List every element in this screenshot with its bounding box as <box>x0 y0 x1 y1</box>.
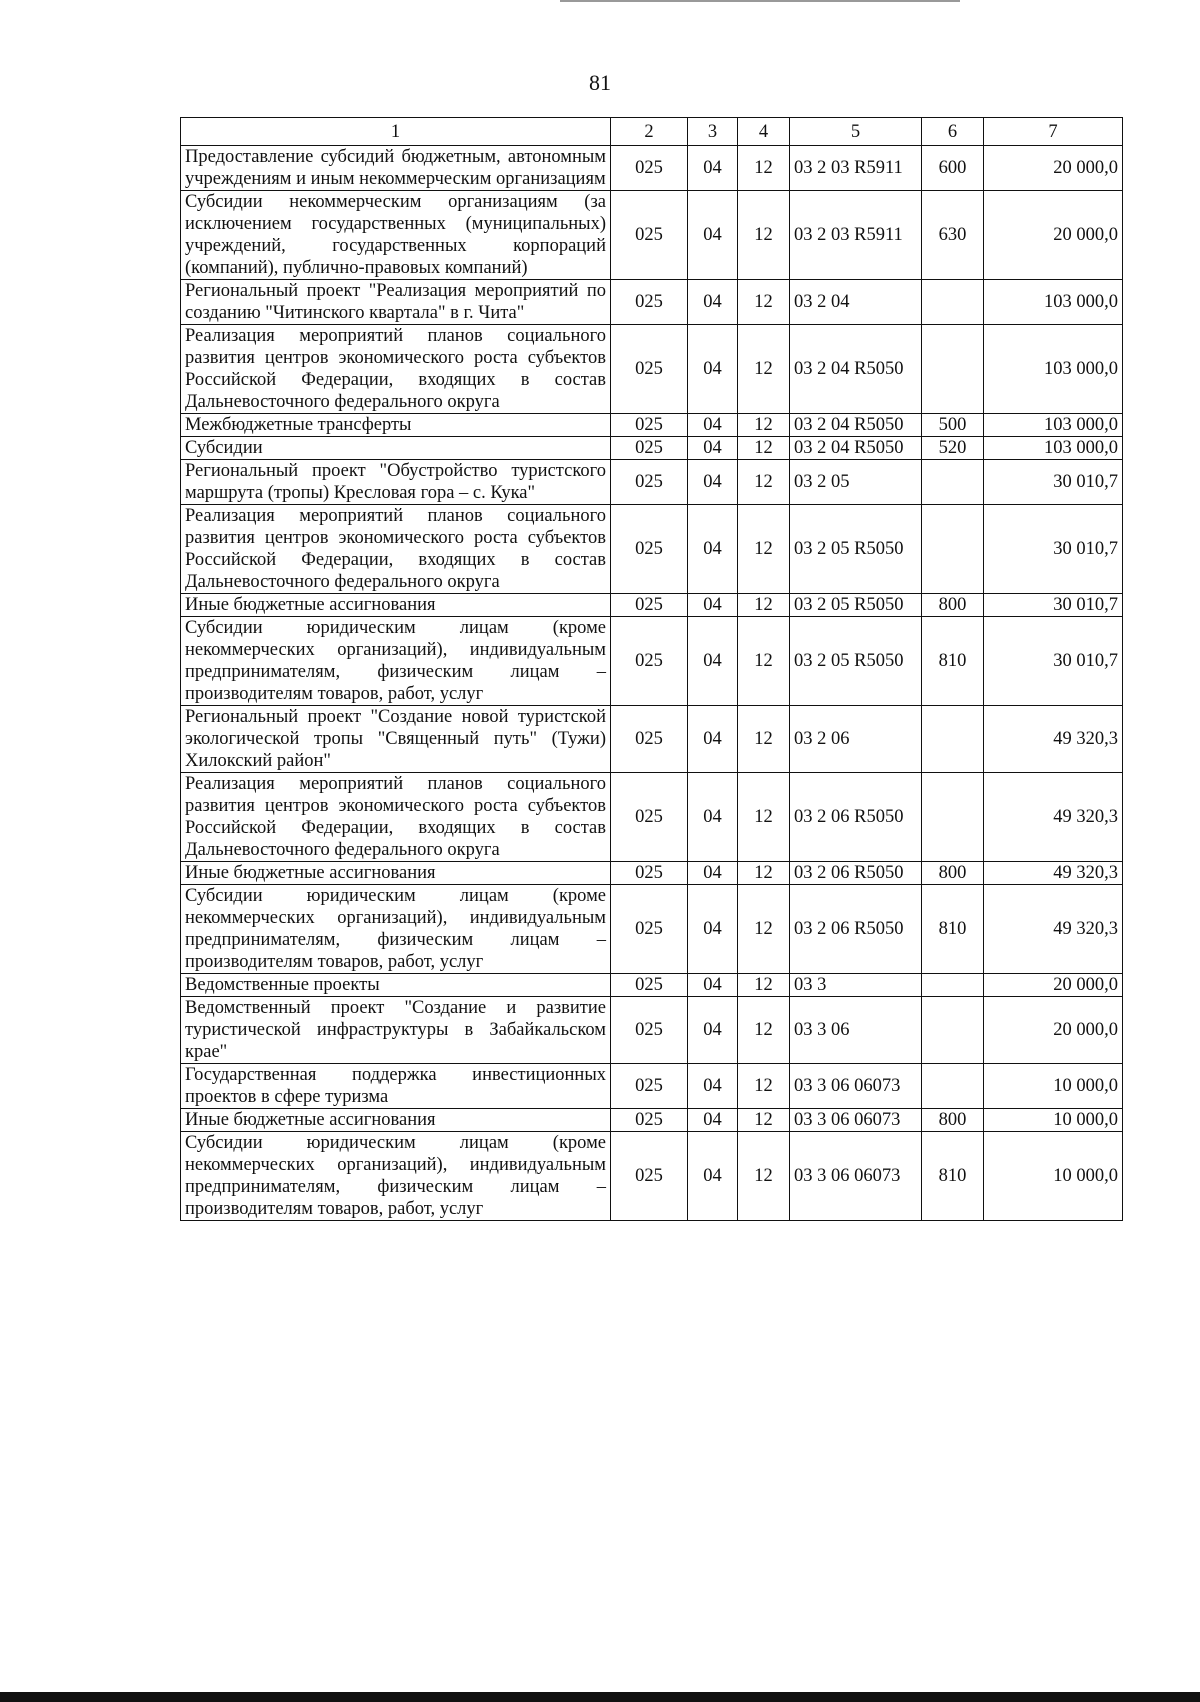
table-row <box>181 706 1123 773</box>
expense-type-cell: 810 <box>922 1132 984 1221</box>
target-article-cell: 03 2 04 <box>790 280 922 325</box>
section-cell: 04 <box>688 437 738 460</box>
target-article-cell: 03 3 <box>790 974 922 997</box>
section-cell: 04 <box>688 617 738 706</box>
target-article-cell: 03 2 05 R5050 <box>790 594 922 617</box>
section-cell: 04 <box>688 191 738 280</box>
expense-type-cell <box>922 460 984 505</box>
target-article-cell: 03 2 04 R5050 <box>790 325 922 414</box>
admin-code-cell: 025 <box>611 505 688 594</box>
row-name-cell: Межбюджетные трансферты <box>181 414 611 437</box>
table-row <box>181 974 1123 997</box>
target-article-cell: 03 2 06 R5050 <box>790 862 922 885</box>
admin-code-cell: 025 <box>611 862 688 885</box>
target-article-cell: 03 2 06 R5050 <box>790 773 922 862</box>
section-cell: 04 <box>688 505 738 594</box>
row-name-cell: Субсидии некоммерческим организациям (за исключением государственных (муниципальных) учреждений, государственных корпораций (компаний), публично-правовых компаний) <box>181 191 611 280</box>
amount-cell: 20 000,0 <box>984 997 1123 1064</box>
expense-type-cell: 500 <box>922 414 984 437</box>
expense-type-cell <box>922 505 984 594</box>
amount-cell: 20 000,0 <box>984 974 1123 997</box>
row-name-cell: Иные бюджетные ассигнования <box>181 862 611 885</box>
amount-cell: 49 320,3 <box>984 862 1123 885</box>
admin-code-cell: 025 <box>611 437 688 460</box>
target-article-cell: 03 2 03 R5911 <box>790 191 922 280</box>
table-row <box>181 1109 1123 1132</box>
expense-type-cell: 810 <box>922 885 984 974</box>
amount-cell: 10 000,0 <box>984 1064 1123 1109</box>
expense-type-cell <box>922 974 984 997</box>
table-row <box>181 280 1123 325</box>
section-cell: 04 <box>688 325 738 414</box>
target-article-cell: 03 2 05 <box>790 460 922 505</box>
scan-artifact-line <box>560 0 960 2</box>
section-cell: 04 <box>688 1064 738 1109</box>
subsection-cell: 12 <box>738 1109 790 1132</box>
column-header: 2 <box>611 118 688 146</box>
admin-code-cell: 025 <box>611 997 688 1064</box>
table-row <box>181 191 1123 280</box>
subsection-cell: 12 <box>738 191 790 280</box>
admin-code-cell: 025 <box>611 1109 688 1132</box>
row-name-cell: Реализация мероприятий планов социального развития центров экономического роста субъектов Российской Федерации, входящих в состав Дальневосточного федерального округа <box>181 773 611 862</box>
admin-code-cell: 025 <box>611 460 688 505</box>
admin-code-cell: 025 <box>611 885 688 974</box>
target-article-cell: 03 3 06 06073 <box>790 1064 922 1109</box>
expense-type-cell <box>922 280 984 325</box>
admin-code-cell: 025 <box>611 1132 688 1221</box>
section-cell: 04 <box>688 862 738 885</box>
subsection-cell: 12 <box>738 505 790 594</box>
table-row <box>181 997 1123 1064</box>
subsection-cell: 12 <box>738 617 790 706</box>
row-name-cell: Ведомственные проекты <box>181 974 611 997</box>
amount-cell: 103 000,0 <box>984 325 1123 414</box>
amount-cell: 30 010,7 <box>984 617 1123 706</box>
amount-cell: 10 000,0 <box>984 1132 1123 1221</box>
target-article-cell: 03 2 04 R5050 <box>790 414 922 437</box>
row-name-cell: Ведомственный проект "Создание и развитие туристической инфраструктуры в Забайкальском крае" <box>181 997 611 1064</box>
amount-cell: 10 000,0 <box>984 1109 1123 1132</box>
row-name-cell: Субсидии юридическим лицам (кроме некоммерческих организаций), индивидуальным предпринимателям, физическим лицам – производителям товаров, работ, услуг <box>181 1132 611 1221</box>
row-name-cell: Государственная поддержка инвестиционных проектов в сфере туризма <box>181 1064 611 1109</box>
target-article-cell: 03 3 06 06073 <box>790 1132 922 1221</box>
admin-code-cell: 025 <box>611 773 688 862</box>
section-cell: 04 <box>688 997 738 1064</box>
column-header: 1 <box>181 118 611 146</box>
subsection-cell: 12 <box>738 280 790 325</box>
amount-cell: 30 010,7 <box>984 460 1123 505</box>
subsection-cell: 12 <box>738 414 790 437</box>
expense-type-cell: 810 <box>922 617 984 706</box>
target-article-cell: 03 2 05 R5050 <box>790 617 922 706</box>
table-row <box>181 773 1123 862</box>
subsection-cell: 12 <box>738 885 790 974</box>
subsection-cell: 12 <box>738 997 790 1064</box>
row-name-cell: Региональный проект "Обустройство туристского маршрута (тропы) Кресловая гора – с. Кука" <box>181 460 611 505</box>
amount-cell: 49 320,3 <box>984 885 1123 974</box>
section-cell: 04 <box>688 594 738 617</box>
section-cell: 04 <box>688 706 738 773</box>
table-row <box>181 325 1123 414</box>
target-article-cell: 03 2 05 R5050 <box>790 505 922 594</box>
table-row <box>181 460 1123 505</box>
subsection-cell: 12 <box>738 325 790 414</box>
row-name-cell: Субсидии <box>181 437 611 460</box>
section-cell: 04 <box>688 280 738 325</box>
subsection-cell: 12 <box>738 146 790 191</box>
row-name-cell: Иные бюджетные ассигнования <box>181 594 611 617</box>
subsection-cell: 12 <box>738 1064 790 1109</box>
amount-cell: 103 000,0 <box>984 280 1123 325</box>
column-header: 3 <box>688 118 738 146</box>
section-cell: 04 <box>688 1132 738 1221</box>
row-name-cell: Региональный проект "Создание новой туристской экологической тропы "Священный путь" (Тужи) Хилокский район" <box>181 706 611 773</box>
expense-type-cell: 800 <box>922 862 984 885</box>
table-row <box>181 146 1123 191</box>
admin-code-cell: 025 <box>611 617 688 706</box>
column-header: 5 <box>790 118 922 146</box>
table-header-row <box>181 118 1123 146</box>
amount-cell: 30 010,7 <box>984 594 1123 617</box>
expense-type-cell: 800 <box>922 594 984 617</box>
subsection-cell: 12 <box>738 773 790 862</box>
expense-type-cell <box>922 997 984 1064</box>
column-header: 6 <box>922 118 984 146</box>
amount-cell: 49 320,3 <box>984 706 1123 773</box>
table-row <box>181 1064 1123 1109</box>
amount-cell: 20 000,0 <box>984 191 1123 280</box>
subsection-cell: 12 <box>738 460 790 505</box>
expense-type-cell <box>922 706 984 773</box>
section-cell: 04 <box>688 460 738 505</box>
row-name-cell: Реализация мероприятий планов социального развития центров экономического роста субъектов Российской Федерации, входящих в состав Дальневосточного федерального округа <box>181 505 611 594</box>
target-article-cell: 03 3 06 <box>790 997 922 1064</box>
subsection-cell: 12 <box>738 437 790 460</box>
target-article-cell: 03 2 06 <box>790 706 922 773</box>
scan-bottom-edge <box>0 1692 1200 1702</box>
table-row <box>181 594 1123 617</box>
amount-cell: 49 320,3 <box>984 773 1123 862</box>
table-row <box>181 437 1123 460</box>
table-body <box>181 146 1123 1221</box>
amount-cell: 103 000,0 <box>984 414 1123 437</box>
page-number: 81 <box>589 70 611 95</box>
section-cell: 04 <box>688 146 738 191</box>
budget-table <box>180 117 1123 1221</box>
table-row <box>181 414 1123 437</box>
admin-code-cell: 025 <box>611 414 688 437</box>
admin-code-cell: 025 <box>611 594 688 617</box>
admin-code-cell: 025 <box>611 191 688 280</box>
table-row <box>181 885 1123 974</box>
expense-type-cell <box>922 1064 984 1109</box>
subsection-cell: 12 <box>738 862 790 885</box>
row-name-cell: Субсидии юридическим лицам (кроме некоммерческих организаций), индивидуальным предпринимателям, физическим лицам – производителям товаров, работ, услуг <box>181 885 611 974</box>
target-article-cell: 03 2 03 R5911 <box>790 146 922 191</box>
section-cell: 04 <box>688 773 738 862</box>
admin-code-cell: 025 <box>611 1064 688 1109</box>
table-row <box>181 617 1123 706</box>
column-header: 7 <box>984 118 1123 146</box>
expense-type-cell <box>922 773 984 862</box>
admin-code-cell: 025 <box>611 280 688 325</box>
row-name-cell: Предоставление субсидий бюджетным, автономным учреждениям и иным некоммерческим организациям <box>181 146 611 191</box>
section-cell: 04 <box>688 885 738 974</box>
admin-code-cell: 025 <box>611 974 688 997</box>
section-cell: 04 <box>688 414 738 437</box>
table-row <box>181 505 1123 594</box>
row-name-cell: Иные бюджетные ассигнования <box>181 1109 611 1132</box>
admin-code-cell: 025 <box>611 706 688 773</box>
section-cell: 04 <box>688 974 738 997</box>
subsection-cell: 12 <box>738 706 790 773</box>
subsection-cell: 12 <box>738 1132 790 1221</box>
row-name-cell: Региональный проект "Реализация мероприятий по созданию "Читинского квартала" в г. Чита" <box>181 280 611 325</box>
expense-type-cell: 520 <box>922 437 984 460</box>
row-name-cell: Субсидии юридическим лицам (кроме некоммерческих организаций), индивидуальным предпринимателям, физическим лицам – производителям товаров, работ, услуг <box>181 617 611 706</box>
row-name-cell: Реализация мероприятий планов социального развития центров экономического роста субъектов Российской Федерации, входящих в состав Дальневосточного федерального округа <box>181 325 611 414</box>
subsection-cell: 12 <box>738 974 790 997</box>
column-header: 4 <box>738 118 790 146</box>
expense-type-cell: 630 <box>922 191 984 280</box>
amount-cell: 20 000,0 <box>984 146 1123 191</box>
target-article-cell: 03 2 06 R5050 <box>790 885 922 974</box>
subsection-cell: 12 <box>738 594 790 617</box>
amount-cell: 30 010,7 <box>984 505 1123 594</box>
target-article-cell: 03 2 04 R5050 <box>790 437 922 460</box>
admin-code-cell: 025 <box>611 325 688 414</box>
table-row <box>181 862 1123 885</box>
section-cell: 04 <box>688 1109 738 1132</box>
admin-code-cell: 025 <box>611 146 688 191</box>
expense-type-cell <box>922 325 984 414</box>
target-article-cell: 03 3 06 06073 <box>790 1109 922 1132</box>
expense-type-cell: 800 <box>922 1109 984 1132</box>
expense-type-cell: 600 <box>922 146 984 191</box>
table-row <box>181 1132 1123 1221</box>
amount-cell: 103 000,0 <box>984 437 1123 460</box>
